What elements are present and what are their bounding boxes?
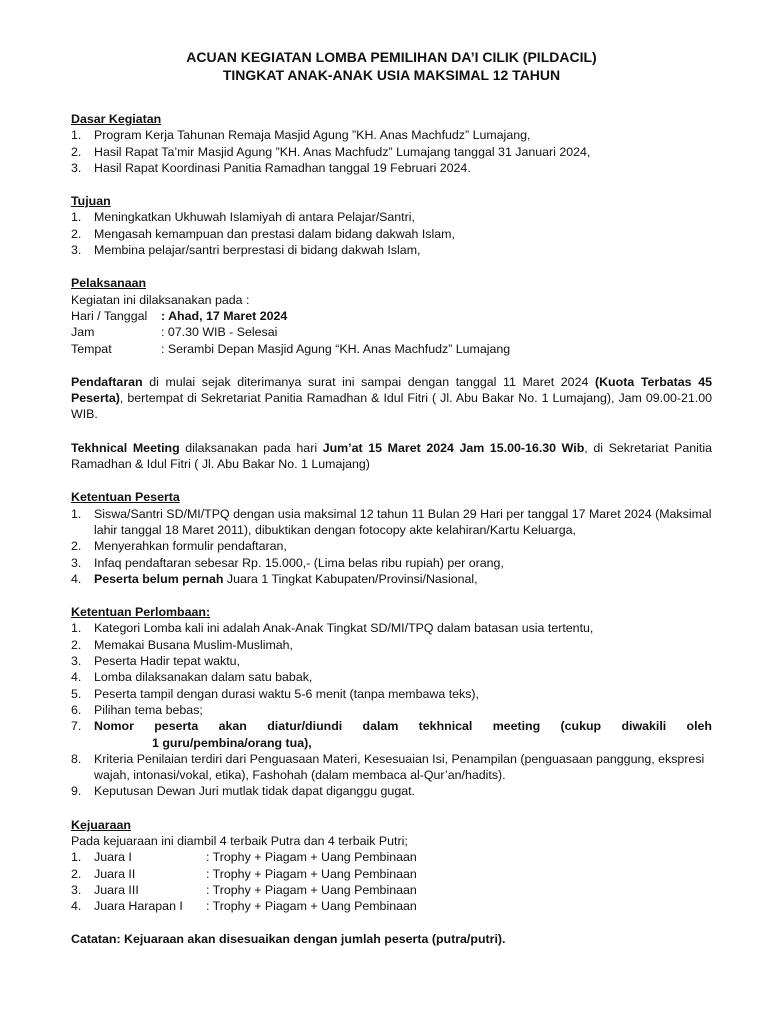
event-place: : Serambi Depan Masjid Agung “KH. Anas Machfudz” Lumajang	[161, 341, 511, 356]
list-item: 3. Membina pelajar/santri berprestasi di bidang dakwah Islam,	[71, 243, 421, 258]
prize-row: 4. Juara Harapan I : Trophy + Piagam + Uang Pembinaan	[71, 899, 417, 914]
document-title-line-2: TINGKAT ANAK-ANAK USIA MAKSIMAL 12 TAHUN	[222, 67, 561, 83]
schedule-row-place: Tempat : Serambi Depan Masjid Agung “KH. Anas Machfudz” Lumajang	[71, 341, 511, 356]
list-item: 2. Menyerahkan formulir pendaftaran,	[71, 539, 287, 554]
list-item: 2. Hasil Rapat Ta’mir Masjid Agung ”KH. Anas Machfudz” Lumajang tanggal 31 Januari 2024,	[71, 144, 591, 159]
kejuaraan-intro: Pada kejuaraan ini diambil 4 terbaik Putra dan 4 terbaik Putri;	[71, 833, 408, 848]
section-ketentuan-peserta	[71, 489, 712, 587]
list-item: 6. Pilihan tema bebas;	[71, 702, 203, 717]
list-item: 4. Lomba dilaksanakan dalam satu babak,	[71, 670, 313, 685]
section-pelaksanaan	[71, 275, 712, 356]
schedule-row-time: Jam : 07.30 WIB - Selesai	[71, 325, 278, 340]
technical-meeting-paragraph: Tekhnical Meeting dilaksanakan pada hari Jum’at 15 Maret 2024 Jam 15.00-16.30 Wib, di Sekretariat Panitia Ramadhan & Idul Fitri ( Jl. Abu Bakar No. 1 Lumajang)	[71, 440, 713, 472]
list-item: 2. Mengasah kemampuan dan prestasi dalam bidang dakwah Islam,	[71, 226, 455, 241]
section-heading: Kejuaraan	[71, 817, 131, 832]
section-heading: Ketentuan Perlombaan:	[71, 605, 211, 620]
section-heading: Tujuan	[71, 194, 111, 209]
list-item: 3. Hasil Rapat Koordinasi Panitia Ramadhan tanggal 19 Februari 2024.	[71, 160, 471, 175]
list-item: 2. Memakai Busana Muslim-Muslimah,	[71, 637, 293, 652]
list-item: 4. Peserta belum pernah Juara 1 Tingkat Kabupaten/Provinsi/Nasional,	[71, 571, 478, 586]
event-date: : Ahad, 17 Maret 2024	[161, 308, 288, 323]
list-item: 7. Nomor peserta akan diatur/diundi dalam tekhnical meeting (cukup diwakili oleh 1 guru/pembina/orang tua),	[71, 719, 712, 750]
section-heading: Ketentuan Peserta	[71, 490, 180, 505]
prize-row: 1. Juara I : Trophy + Piagam + Uang Pembinaan	[71, 850, 417, 865]
list-item: 1. Meningkatkan Ukhuwah Islamiyah di antara Pelajar/Santri,	[71, 210, 415, 225]
pelaksanaan-intro: Kegiatan ini dilaksanakan pada :	[71, 292, 250, 307]
section-heading: Dasar Kegiatan	[71, 112, 162, 126]
pendaftaran-paragraph: Pendaftaran di mulai sejak diterimanya surat ini sampai dengan tanggal 11 Maret 2024 (Kuota Terbatas 45 Peserta), bertempat di Sekretariat Panitia Ramadhan & Idul Fitri ( Jl. Abu Bakar No. 1 Lumajang), Jam 09.00-21.00 WIB.	[71, 374, 712, 422]
section-ketentuan-perlombaan	[71, 604, 712, 800]
document-title-line-1: ACUAN KEGIATAN LOMBA PEMILIHAN DA’I CILIK (PILDACIL)	[186, 49, 597, 65]
list-item: 8. Kriteria Penilaian terdiri dari Penguasaan Materi, Kesesuaian Isi, Penampilan (penguasaan panggung, ekspresi wajah, intonasi/vokal, etika), Fashohah (dalam membaca al-Qur’an/hadits).	[71, 751, 705, 783]
prize-row: 2. Juara II : Trophy + Piagam + Uang Pembinaan	[71, 866, 417, 881]
section-dasar-kegiatan	[71, 111, 712, 176]
list-item: 1. Siswa/Santri SD/MI/TPQ dengan usia maksimal 12 tahun 11 Bulan 29 Hari per tanggal 17 Maret 2024 (Maksimal lahir tanggal 18 Maret 2011), dibuktikan dengan fotocopy akte kelahiran/Kartu Keluarga,	[71, 506, 712, 537]
section-kejuaraan	[71, 817, 712, 915]
list-item: 9. Keputusan Dewan Juri mutlak tidak dapat diganggu gugat.	[71, 784, 415, 799]
list-item: 3. Infaq pendaftaran sebesar Rp. 15.000,- (Lima belas ribu rupiah) per orang,	[71, 555, 504, 570]
schedule-row-date: Hari / Tanggal : Ahad, 17 Maret 2024	[71, 308, 288, 323]
list-item: 5. Peserta tampil dengan durasi waktu 5-6 menit (tanpa membawa teks),	[71, 686, 479, 701]
list-item: 1. Program Kerja Tahunan Remaja Masjid Agung ”KH. Anas Machfudz” Lumajang,	[71, 128, 531, 143]
catatan-note: Catatan: Kejuaraan akan disesuaikan dengan jumlah peserta (putra/putri).	[71, 932, 506, 947]
event-time: : 07.30 WIB - Selesai	[161, 325, 278, 340]
list-item: 1. Kategori Lomba kali ini adalah Anak-Anak Tingkat SD/MI/TPQ dalam batasan usia tertentu,	[71, 621, 594, 636]
section-heading: Pelaksanaan	[71, 276, 147, 291]
list-item: 3. Peserta Hadir tepat waktu,	[71, 654, 241, 669]
prize-row: 3. Juara III : Trophy + Piagam + Uang Pembinaan	[71, 882, 417, 897]
section-tujuan	[71, 193, 712, 258]
